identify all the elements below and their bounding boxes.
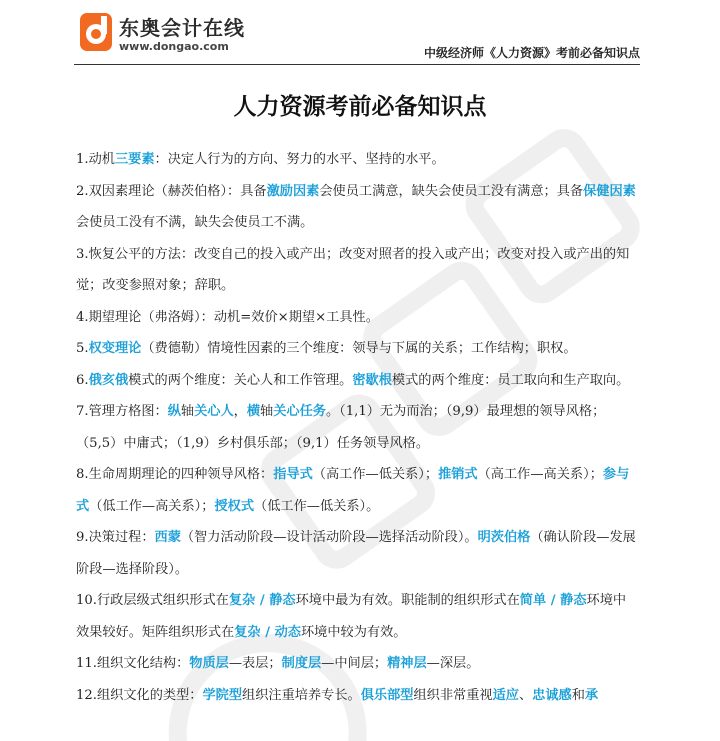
page-header (0, 0, 720, 72)
highlight-term: 明茨伯格 (477, 530, 531, 545)
knowledge-item (76, 648, 636, 680)
item-text: 轴 (180, 404, 195, 419)
item-text: ：决定人行为的方向、努力的水平、坚持的水平。 (154, 152, 445, 167)
item-text: 环境中最为有效。职能制的组织形式在 (295, 593, 520, 608)
highlight-term: 简单 / 静态 (519, 593, 587, 608)
knowledge-item (76, 585, 636, 648)
item-text: 、 (518, 687, 533, 703)
highlight-term: 复杂 / 动态 (234, 624, 301, 640)
item-text: （低工作—高关系）； (89, 498, 215, 514)
item-text: （智力活动阶段—设计活动阶段—选择活动阶段）。 (180, 530, 478, 545)
knowledge-item (76, 176, 636, 239)
item-text: 会使员工没有不满，缺失会使员工不满。 (76, 215, 314, 230)
item-text: （费德勒）情境性因素的三个维度：领导与下属的关系；工作结构；职权。 (141, 341, 577, 356)
item-text: 5. (76, 341, 89, 356)
item-text: 9.决策过程： (76, 530, 155, 545)
item-text: —中间层； (321, 656, 388, 671)
highlight-term: 密歇根 (352, 372, 392, 388)
highlight-term: 三要素 (114, 152, 155, 167)
item-text: 12.组织文化的类型： (76, 687, 203, 703)
item-text: 11.组织文化结构： (76, 656, 190, 671)
highlight-term: 承 (584, 687, 599, 703)
knowledge-item (76, 522, 636, 585)
item-text: 轴 (260, 404, 274, 419)
item-text: （高工作—低关系）； (312, 467, 439, 482)
item-text: 3.恢复公平的方法：改变自己的投入或产出；改变对照者的投入或产出；改变对投入或产出的知觉；改变参照对象；辞职。 (76, 246, 630, 293)
highlight-term: 权变理论 (88, 341, 142, 356)
item-text: —表层； (228, 656, 282, 671)
item-text: 8.生命周期理论的四种领导风格： (76, 467, 274, 482)
highlight-term: 精神层 (387, 656, 427, 671)
item-text: 10.行政层级式组织形式在 (76, 593, 229, 608)
highlight-term: 保健因素 (583, 183, 636, 199)
header-divider (74, 64, 640, 65)
highlight-term: 指导式 (273, 467, 313, 482)
knowledge-item (76, 680, 636, 712)
item-text: 环境中较为有效。 (301, 624, 407, 640)
highlight-term: 授权式 (214, 498, 255, 514)
knowledge-list (76, 144, 636, 711)
item-text: 4.期望理论（弗洛姆）：动机=效价×期望×工具性。 (76, 309, 379, 325)
item-text: 会使员工满意，缺失会使员工没有满意；具备 (319, 183, 584, 199)
highlight-term: 关心任务 (273, 404, 326, 419)
knowledge-item (76, 239, 636, 302)
knowledge-item (76, 365, 636, 397)
item-text: —深层。 (426, 656, 480, 671)
logo (77, 10, 267, 60)
highlight-term: 推销式 (438, 467, 478, 482)
item-text: 环境中效果较好。矩阵组织形式在 (76, 593, 627, 640)
highlight-term: 适应 (492, 687, 519, 703)
highlight-term: 纵 (167, 404, 181, 419)
knowledge-item (76, 333, 636, 365)
item-text: 组织注重培养专长。 (242, 687, 361, 703)
item-text: 7.管理方格图： (76, 404, 168, 419)
logo-text: 东奥会计在线 (119, 16, 245, 40)
knowledge-item (76, 144, 636, 176)
item-text: 模式的两个维度：关心人和工作管理。 (128, 372, 353, 388)
highlight-term: 激励因素 (266, 183, 320, 199)
knowledge-item (76, 396, 636, 459)
item-text: （高工作—高关系）； (477, 467, 603, 482)
knowledge-item (76, 302, 636, 334)
highlight-term: 复杂 / 静态 (228, 593, 296, 608)
highlight-term: 俄亥俄 (88, 372, 129, 388)
logo-url: www.dongao.com (119, 40, 229, 53)
highlight-term: 西蒙 (154, 530, 181, 545)
dongao-logo-icon (77, 10, 115, 54)
highlight-term: 参与式 (76, 467, 630, 514)
item-text: 。（1,1）无为而治；（9,9）最理想的领导风格；（5,5）中庸式；（1,9）乡村俱乐部；（9,1）任务领导风格。 (76, 404, 606, 451)
highlight-term: 制度层 (281, 656, 322, 671)
item-text: （确认阶段—发展阶段—选择阶段）。 (76, 530, 636, 577)
item-text: 组织非常重视 (413, 687, 493, 703)
item-text: （低工作—低关系）。 (254, 498, 380, 514)
item-text: 6. (76, 372, 89, 388)
item-text: 和 (571, 687, 585, 703)
highlight-term: 学院型 (202, 687, 243, 703)
document-subtitle: 中级经济师《人力资源》考前必备知识点 (423, 46, 640, 60)
highlight-term: 忠诚感 (532, 687, 572, 703)
highlight-term: 关心人 (194, 404, 234, 419)
highlight-term: 物质层 (189, 656, 229, 671)
highlight-term: 俱乐部型 (360, 687, 414, 703)
item-text: ， (233, 404, 247, 419)
page-title: 人力资源考前必备知识点 (233, 94, 487, 120)
highlight-term: 横 (246, 404, 261, 419)
item-text: 1.动机 (76, 152, 115, 167)
item-text: 2.双因素理论（赫茨伯格）：具备 (76, 183, 267, 199)
knowledge-item (76, 459, 636, 522)
item-text: 模式的两个维度：员工取向和生产取向。 (391, 372, 630, 388)
